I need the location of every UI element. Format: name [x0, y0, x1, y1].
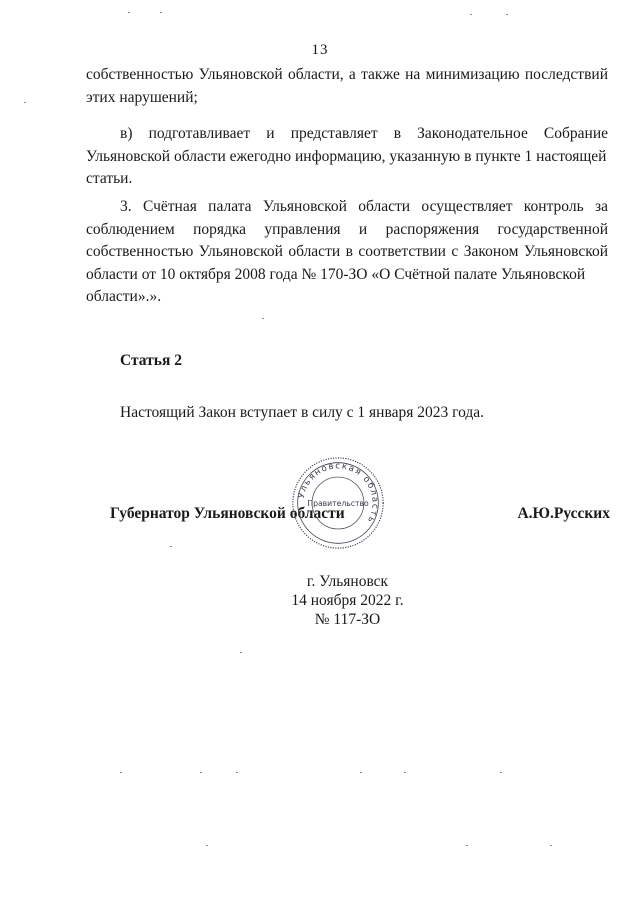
law-effective-text: Настоящий Закон вступает в силу с 1 января 2023 года. [120, 404, 485, 421]
paragraph-item-v [86, 123, 608, 191]
paragraph-item-3 [86, 196, 608, 309]
paragraph-text: собственностью Ульяновской области, а также на минимизацию последствий этих нарушений; [86, 66, 608, 106]
stamp-center-text: Правительство [307, 498, 369, 508]
law-number-text: № 117-ЗО [314, 611, 381, 628]
stamp-ring-text: Ульяновская область [296, 461, 380, 526]
paragraph-continuation [86, 64, 608, 109]
svg-text:Ульяновская область [297, 461, 380, 525]
paragraph-text: 3. Счётная палата Ульяновской области осуществляет контроль за соблюдением порядка управления и распоряжения государственной собственностью Ульяновской области в соответствии с Законом Ульяновской области от 10 октября 2008 года № 170-ЗО «О Счётной палате Ульяновской [86, 198, 608, 283]
place-text: г. Ульяновск [306, 573, 389, 590]
governor-title: Губернатор Ульяновской области [110, 505, 345, 522]
date-text: 14 ноября 2022 г. [291, 592, 404, 609]
signature-place-block [0, 572, 640, 629]
article-heading: Статья 2 [120, 352, 182, 369]
paragraph-text: в) подготавливает и представляет в Законодательное Собрание Ульяновской области ежегодно информацию, указанную в пункте 1 настоящей [86, 125, 608, 165]
official-seal-stamp [290, 455, 386, 551]
governor-name: А.Ю.Русских [517, 505, 610, 522]
page-number: 13 [311, 42, 329, 58]
paragraph-text-end: статьи. [86, 170, 133, 187]
paragraph-text-end: области».». [86, 288, 162, 305]
